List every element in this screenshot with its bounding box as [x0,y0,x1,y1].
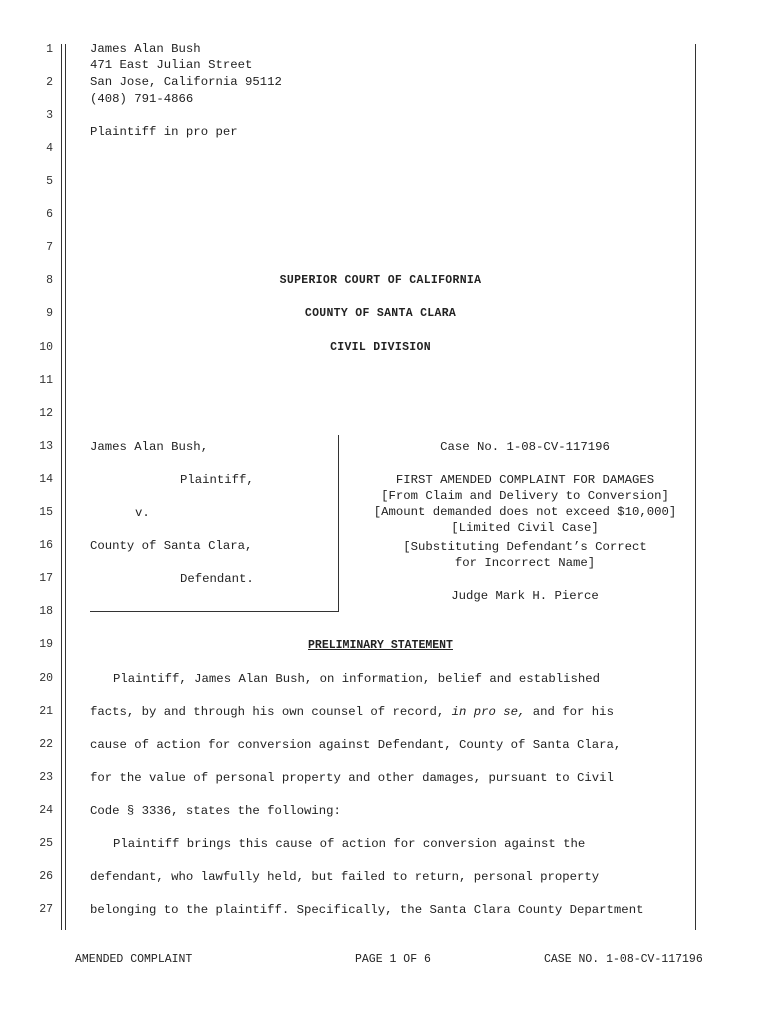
right-margin-rule [695,44,696,930]
line-number: 23 [39,771,53,784]
line-number: 21 [39,705,53,718]
court-name: SUPERIOR COURT OF CALIFORNIA [279,274,482,287]
line-number: 22 [39,738,53,751]
footer-page-number: PAGE 1 OF 6 [355,953,431,966]
line-number: 26 [39,870,53,883]
body-line: defendant, who lawfully held, but failed to return, personal property [90,870,600,884]
document-note: [From Claim and Delivery to Conversion] [381,489,669,503]
line-number: 6 [46,208,53,221]
filer-phone: (408) 791-4866 [90,92,194,106]
document-note: for Incorrect Name] [454,556,596,570]
caption-plaintiff-name: James Alan Bush, [90,440,209,454]
line-number: 5 [46,175,53,188]
caption-divider [338,435,339,612]
body-line: belonging to the plaintiff. Specifically, the Santa Clara County Department [90,903,644,917]
line-number: 27 [39,903,53,916]
line-number: 3 [46,109,53,122]
document-note: [Amount demanded does not exceed $10,000] [373,505,677,519]
body-line: Plaintiff, James Alan Bush, on information, belief and established [113,672,601,686]
line-number: 2 [46,76,53,89]
caption-defendant-name: County of Santa Clara, [90,539,253,553]
body-line: for the value of personal property and other damages, pursuant to Civil [90,771,614,785]
court-county: COUNTY OF SANTA CLARA [304,307,457,320]
body-text-run: and for his [525,705,614,719]
caption-bottom-rule [90,611,338,612]
line-number: 17 [39,572,53,585]
line-number: 9 [46,307,53,320]
filer-street: 471 East Julian Street [90,58,253,72]
caption-defendant-label: Defendant. [180,572,254,586]
line-number: 4 [46,142,53,155]
section-heading: PRELIMINARY STATEMENT [308,639,453,652]
document-title: FIRST AMENDED COMPLAINT FOR DAMAGES [395,473,655,487]
body-line: Code § 3336, states the following: [90,804,341,818]
court-division: CIVIL DIVISION [330,341,431,354]
line-number: 1 [46,43,53,56]
line-number: 8 [46,274,53,287]
line-number: 18 [39,605,53,618]
line-number: 14 [39,473,53,486]
line-number: 12 [39,407,53,420]
filer-city: San Jose, California 95112 [90,75,282,89]
line-number: 24 [39,804,53,817]
caption-plaintiff-label: Plaintiff, [180,473,254,487]
document-note: [Substituting Defendant’s Correct [403,540,647,554]
line-number: 19 [39,638,53,651]
line-number: 25 [39,837,53,850]
line-number: 13 [39,440,53,453]
body-text-italic: in pro se, [451,705,526,719]
line-number: 10 [39,341,53,354]
line-number: 7 [46,241,53,254]
left-margin-rule-inner [65,44,66,930]
filer-name: James Alan Bush [90,42,201,56]
line-number: 16 [39,539,53,552]
case-number: Case No. 1-08-CV-117196 [440,440,610,454]
body-text-run: facts, by and through his own counsel of record, [90,705,452,719]
footer-document-name: AMENDED COMPLAINT [75,953,193,966]
left-margin-rule-outer [61,44,62,930]
line-number: 15 [39,506,53,519]
body-line [90,705,614,719]
caption-versus: v. [135,506,150,520]
body-line: Plaintiff brings this cause of action for conversion against the [113,837,586,851]
line-number: 20 [39,672,53,685]
line-number: 11 [39,374,53,387]
filer-role: Plaintiff in pro per [90,125,238,139]
body-line: cause of action for conversion against Defendant, County of Santa Clara, [90,738,622,752]
judge-name: Judge Mark H. Pierce [451,589,599,603]
footer-case-number: CASE NO. 1-08-CV-117196 [544,953,703,966]
document-note: [Limited Civil Case] [451,521,599,535]
